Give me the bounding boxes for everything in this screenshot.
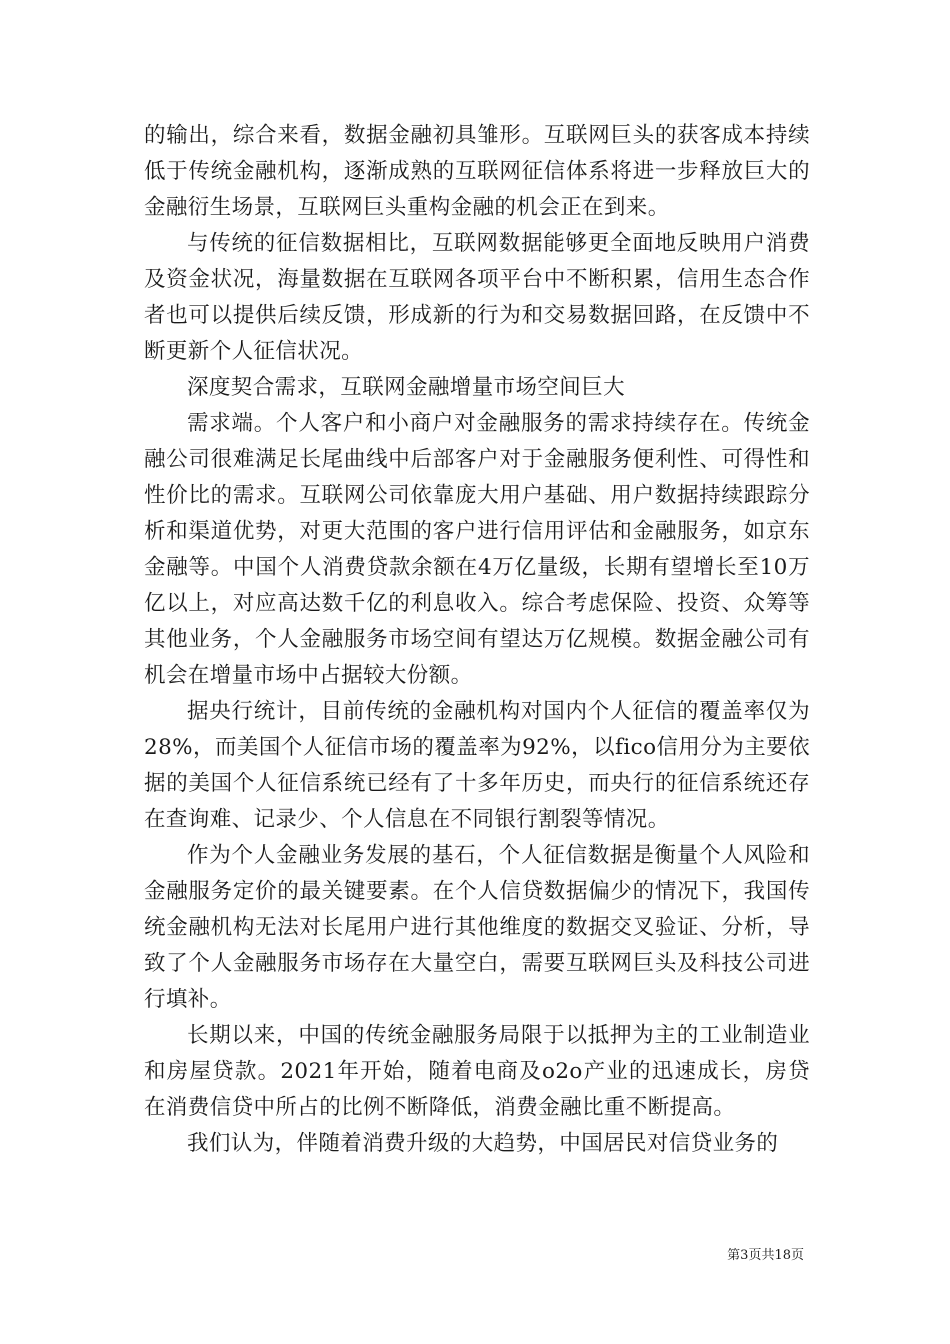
document-body bbox=[144, 118, 810, 1162]
paragraph-continuation: 的输出，综合来看，数据金融初具雏形。互联网巨头的获客成本持续低于传统金融机构，逐渐成熟的互联网征信体系将进一步释放巨大的金融衍生场景，互联网巨头重构金融的机会正在到来。 bbox=[144, 123, 810, 220]
paragraph: 与传统的征信数据相比，互联网数据能够更全面地反映用户消费及资金状况，海量数据在互联网各项平台中不断积累，信用生态合作者也可以提供后续反馈，形成新的行为和交易数据回路，在反馈中不断更新个人征信状况。 bbox=[144, 231, 810, 364]
section-heading: 深度契合需求，互联网金融增量市场空间巨大 bbox=[187, 375, 626, 400]
paragraph: 作为个人金融业务发展的基石，个人征信数据是衡量个人风险和金融服务定价的最关键要素。在个人信贷数据偏少的情况下，我国传统金融机构无法对长尾用户进行其他维度的数据交叉验证、分析，导致了个人金融服务市场存在大量空白，需要互联网巨头及科技公司进行填补。 bbox=[144, 843, 810, 1012]
paragraph: 我们认为，伴随着消费升级的大趋势，中国居民对信贷业务的 bbox=[187, 1131, 779, 1156]
paragraph: 长期以来，中国的传统金融服务局限于以抵押为主的工业制造业和房屋贷款。2021年开始，随着电商及o2o产业的迅速成长，房贷在消费信贷中所占的比例不断降低，消费金融比重不断提高。 bbox=[144, 1023, 810, 1120]
paragraph: 据央行统计，目前传统的金融机构对国内个人征信的覆盖率仅为28%，而美国个人征信市场的覆盖率为92%，以fico信用分为主要依据的美国个人征信系统已经有了十多年历史，而央行的征信系统还存在查询难、记录少、个人信息在不同银行割裂等情况。 bbox=[144, 699, 810, 832]
paragraph: 需求端。个人客户和小商户对金融服务的需求持续存在。传统金融公司很难满足长尾曲线中后部客户对于金融服务便利性、可得性和性价比的需求。互联网公司依靠庞大用户基础、用户数据持续跟踪分析和渠道优势，对更大范围的客户进行信用评估和金融服务，如京东金融等。中国个人消费贷款余额在4万亿量级，长期有望增长至10万亿以上，对应高达数千亿的利息收入。综合考虑保险、投资、众筹等其他业务，个人金融服务市场空间有望达万亿规模。数据金融公司有机会在增量市场中占据较大份额。 bbox=[144, 411, 810, 688]
page-number: 第3页共18页 bbox=[727, 1248, 804, 1263]
